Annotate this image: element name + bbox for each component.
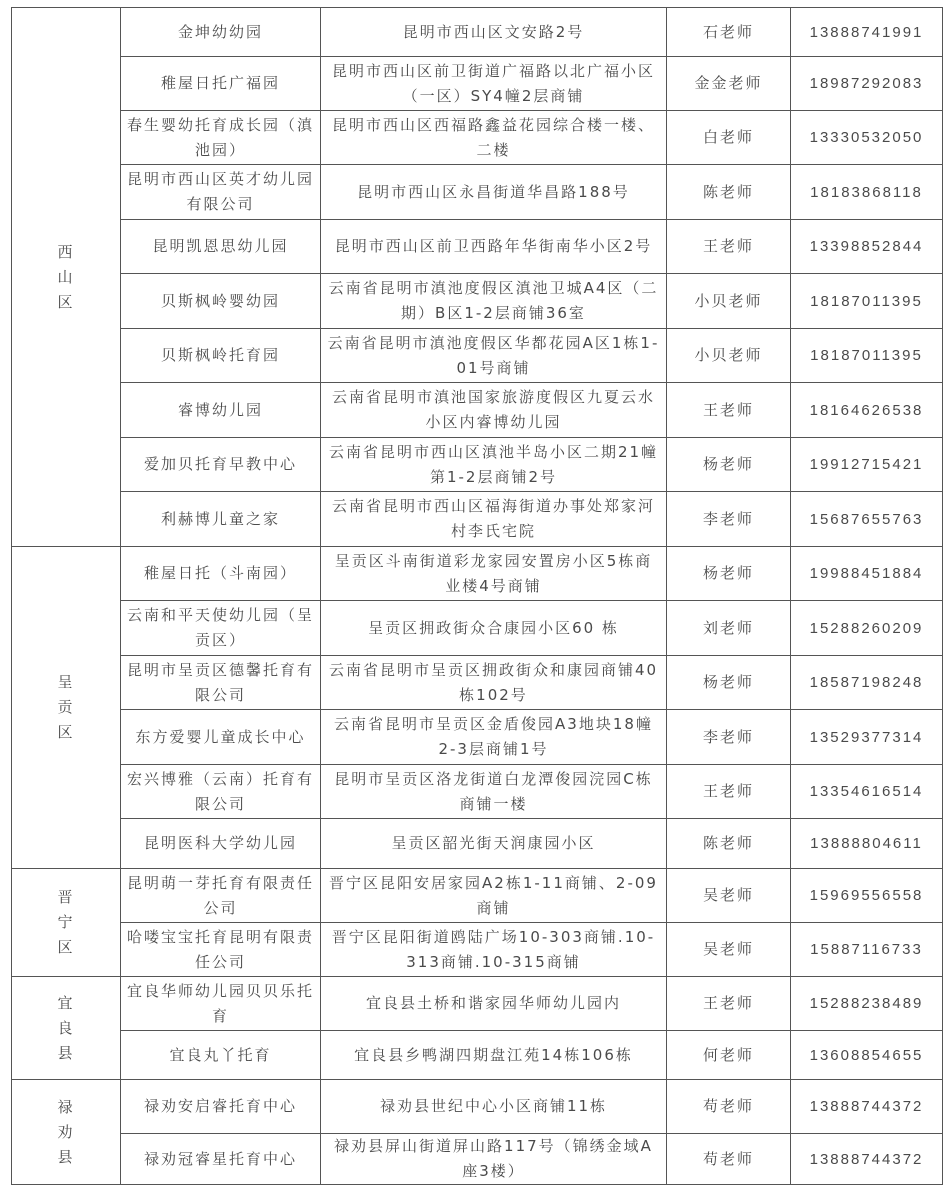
table-row: [12, 383, 943, 438]
address-cell: 云南省昆明市呈贡区拥政街众和康园商铺40栋102号: [321, 656, 667, 710]
contact-cell: 杨老师: [667, 656, 791, 710]
address-cell: 云南省昆明市西山区滇池半岛小区二期21幢第1-2层商铺2号: [321, 438, 667, 492]
table-row: [12, 547, 943, 601]
table-row: [12, 111, 943, 165]
kindergarten-name-cell: 稚屋日托广福园: [121, 57, 321, 111]
table-row: [12, 274, 943, 329]
table-row: [12, 710, 943, 765]
kindergarten-name-cell: 宜良华师幼儿园贝贝乐托育: [121, 977, 321, 1031]
contact-cell: 金金老师: [667, 57, 791, 111]
address-cell: 禄劝县屏山街道屏山路117号（锦绣金域A座3楼）: [321, 1134, 667, 1185]
table-row: [12, 1134, 943, 1185]
table-row: [12, 819, 943, 869]
phone-cell: 19912715421: [791, 438, 943, 492]
phone-cell: 18187011395: [791, 274, 943, 329]
address-cell: 呈贡区拥政街众合康园小区60 栋: [321, 601, 667, 656]
kindergarten-name-cell: 睿博幼儿园: [121, 383, 321, 438]
kindergarten-name-cell: 金坤幼幼园: [121, 8, 321, 57]
table-row: [12, 492, 943, 547]
phone-cell: 13354616514: [791, 765, 943, 819]
district-label: 呈贡区: [57, 673, 75, 741]
table-row: [12, 869, 943, 923]
district-cell: [12, 547, 121, 869]
contact-cell: 苟老师: [667, 1080, 791, 1134]
address-cell: 昆明市西山区西福路鑫益花园综合楼一楼、二楼: [321, 111, 667, 165]
table-row: [12, 8, 943, 57]
address-cell: 禄劝县世纪中心小区商铺11栋: [321, 1080, 667, 1134]
phone-cell: 15969556558: [791, 869, 943, 923]
table-row: [12, 438, 943, 492]
phone-cell: 13888744372: [791, 1134, 943, 1185]
district-label: 宜良县: [57, 993, 75, 1062]
phone-cell: 13888804611: [791, 819, 943, 869]
district-cell: [12, 869, 121, 977]
phone-cell: 18587198248: [791, 656, 943, 710]
address-cell: 晋宁区昆阳街道鸥陆广场10-303商铺.10-313商铺.10-315商铺: [321, 923, 667, 977]
kindergarten-name-cell: 昆明萌一芽托育有限责任公司: [121, 869, 321, 923]
district-label: 西山区: [57, 242, 75, 311]
table-row: [12, 1031, 943, 1080]
table-row: [12, 765, 943, 819]
contact-cell: 李老师: [667, 710, 791, 765]
address-cell: 昆明市西山区永昌街道华昌路188号: [321, 165, 667, 220]
kindergarten-name-cell: 云南和平天使幼儿园（呈贡区）: [121, 601, 321, 656]
address-cell: 云南省昆明市滇池度假区滇池卫城A4区（二期）B区1-2层商铺36室: [321, 274, 667, 329]
district-label: 禄劝县: [57, 1097, 75, 1166]
table-row: [12, 329, 943, 383]
district-cell: [12, 977, 121, 1080]
kindergarten-directory-table: [11, 7, 943, 1185]
contact-cell: 杨老师: [667, 438, 791, 492]
phone-cell: 13608854655: [791, 1031, 943, 1080]
contact-cell: 石老师: [667, 8, 791, 57]
contact-cell: 何老师: [667, 1031, 791, 1080]
contact-cell: 小贝老师: [667, 329, 791, 383]
kindergarten-name-cell: 昆明市呈贡区德馨托育有限公司: [121, 656, 321, 710]
address-cell: 宜良县乡鸭湖四期盘江苑14栋106栋: [321, 1031, 667, 1080]
kindergarten-name-cell: 昆明医科大学幼儿园: [121, 819, 321, 869]
phone-cell: 18987292083: [791, 57, 943, 111]
address-cell: 昆明市西山区前卫西路年华街南华小区2号: [321, 220, 667, 274]
phone-cell: 13888741991: [791, 8, 943, 57]
contact-cell: 王老师: [667, 220, 791, 274]
address-cell: 云南省昆明市西山区福海街道办事处郑家河村李氏宅院: [321, 492, 667, 547]
phone-cell: 15887116733: [791, 923, 943, 977]
table-row: [12, 656, 943, 710]
table-row: [12, 1080, 943, 1134]
phone-cell: 13529377314: [791, 710, 943, 765]
address-cell: 昆明市西山区文安路2号: [321, 8, 667, 57]
phone-cell: 19988451884: [791, 547, 943, 601]
table-row: [12, 977, 943, 1031]
district-label: 晋宁区: [57, 888, 75, 956]
table-row: [12, 220, 943, 274]
contact-cell: 陈老师: [667, 165, 791, 220]
kindergarten-name-cell: 爱加贝托育早教中心: [121, 438, 321, 492]
contact-cell: 王老师: [667, 765, 791, 819]
address-cell: 云南省昆明市呈贡区金盾俊园A3地块18幢2-3层商铺1号: [321, 710, 667, 765]
kindergarten-name-cell: 宏兴博雅（云南）托育有限公司: [121, 765, 321, 819]
table-row: [12, 165, 943, 220]
district-cell: [12, 1080, 121, 1185]
kindergarten-name-cell: 贝斯枫岭婴幼园: [121, 274, 321, 329]
phone-cell: 15288238489: [791, 977, 943, 1031]
address-cell: 云南省昆明市滇池度假区华都花园A区1栋1-01号商铺: [321, 329, 667, 383]
table-row: [12, 923, 943, 977]
kindergarten-name-cell: 哈喽宝宝托育昆明有限责任公司: [121, 923, 321, 977]
phone-cell: 18183868118: [791, 165, 943, 220]
contact-cell: 白老师: [667, 111, 791, 165]
contact-cell: 李老师: [667, 492, 791, 547]
kindergarten-name-cell: 禄劝安启睿托育中心: [121, 1080, 321, 1134]
phone-cell: 15288260209: [791, 601, 943, 656]
contact-cell: 杨老师: [667, 547, 791, 601]
phone-cell: 13330532050: [791, 111, 943, 165]
district-cell: [12, 8, 121, 547]
phone-cell: 18164626538: [791, 383, 943, 438]
address-cell: 云南省昆明市滇池国家旅游度假区九夏云水小区内睿博幼儿园: [321, 383, 667, 438]
contact-cell: 苟老师: [667, 1134, 791, 1185]
phone-cell: 13888744372: [791, 1080, 943, 1134]
contact-cell: 王老师: [667, 383, 791, 438]
kindergarten-name-cell: 春生婴幼托育成长园（滇池园）: [121, 111, 321, 165]
kindergarten-name-cell: 昆明凯恩思幼儿园: [121, 220, 321, 274]
address-cell: 宜良县土桥和谐家园华师幼儿园内: [321, 977, 667, 1031]
kindergarten-name-cell: 稚屋日托（斗南园）: [121, 547, 321, 601]
kindergarten-name-cell: 贝斯枫岭托育园: [121, 329, 321, 383]
phone-cell: 13398852844: [791, 220, 943, 274]
kindergarten-name-cell: 禄劝冠睿星托育中心: [121, 1134, 321, 1185]
contact-cell: 陈老师: [667, 819, 791, 869]
kindergarten-name-cell: 昆明市西山区英才幼儿园有限公司: [121, 165, 321, 220]
address-cell: 昆明市呈贡区洛龙街道白龙潭俊园浣园C栋商铺一楼: [321, 765, 667, 819]
kindergarten-name-cell: 利赫博儿童之家: [121, 492, 321, 547]
phone-cell: 15687655763: [791, 492, 943, 547]
contact-cell: 王老师: [667, 977, 791, 1031]
address-cell: 呈贡区斗南街道彩龙家园安置房小区5栋商业楼4号商铺: [321, 547, 667, 601]
address-cell: 昆明市西山区前卫街道广福路以北广福小区（一区）SY4幢2层商铺: [321, 57, 667, 111]
address-cell: 晋宁区昆阳安居家园A2栋1-11商铺、2-09商铺: [321, 869, 667, 923]
contact-cell: 小贝老师: [667, 274, 791, 329]
phone-cell: 18187011395: [791, 329, 943, 383]
address-cell: 呈贡区韶光街天润康园小区: [321, 819, 667, 869]
table-body: [12, 8, 943, 1185]
kindergarten-name-cell: 东方爱婴儿童成长中心: [121, 710, 321, 765]
contact-cell: 吴老师: [667, 869, 791, 923]
table-row: [12, 57, 943, 111]
contact-cell: 刘老师: [667, 601, 791, 656]
kindergarten-name-cell: 宜良丸丫托育: [121, 1031, 321, 1080]
table-row: [12, 601, 943, 656]
contact-cell: 吴老师: [667, 923, 791, 977]
